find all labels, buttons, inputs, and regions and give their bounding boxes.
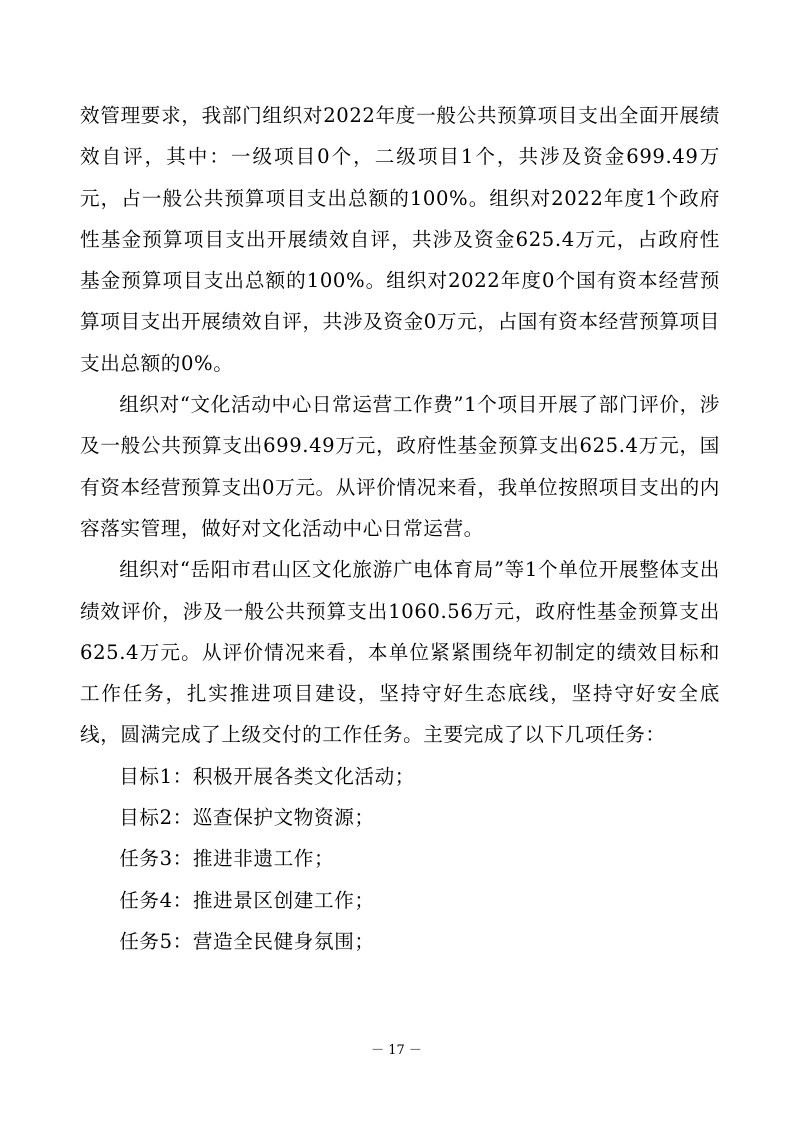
list-item-task-5: 任务5：营造全民健身氛围； — [119, 929, 375, 953]
paragraph-project-evaluation: 组织对“文化活动中心日常运营工作费”1个项目开展了部门评价，涉及一般公共预算支出699.49万元，政府性基金预算支出625.4万元，国有资本经营预算支出0万元。从评价情况来看，我单位按照项目支出的内容落实管理，做好对文化活动中心日常运营。 — [80, 393, 720, 540]
document-body — [80, 95, 720, 962]
list-item-goal-1: 目标1：积极开展各类文化活动； — [119, 764, 415, 788]
list-item-goal-2: 目标2：巡查保护文物资源； — [119, 806, 375, 830]
paragraph-overall-evaluation: 组织对“岳阳市君山区文化旅游广电体育局”等1个单位开展整体支出绩效评价，涉及一般公共预算支出1060.56万元，政府性基金预算支出625.4万元。从评价情况来看，本单位紧紧围绕年初制定的绩效目标和工作任务，扎实推进项目建设，坚持守好生态底线，坚持守好安全底线，圆满完成了上级交付的工作任务。主要完成了以下几项任务： — [80, 558, 720, 747]
list-item-task-3: 任务3：推进非遗工作； — [119, 847, 335, 871]
page-number: － 17 － — [371, 1043, 422, 1058]
list-item-task-4: 任务4：推进景区创建工作； — [119, 888, 375, 912]
paragraph-performance-self-evaluation: 效管理要求，我部门组织对2022年度一般公共预算项目支出全面开展绩效自评，其中：一级项目0个，二级项目1个，共涉及资金699.49万元，占一般公共预算项目支出总额的100%。组织对2022年度1个政府性基金预算项目支出开展绩效自评，共涉及资金625.4万元，占政府性基金预算项目支出总额的100%。组织对2022年度0个国有资本经营预算项目支出开展绩效自评，共涉及资金0万元，占国有资本经营预算项目支出总额的0%。 — [80, 104, 720, 375]
